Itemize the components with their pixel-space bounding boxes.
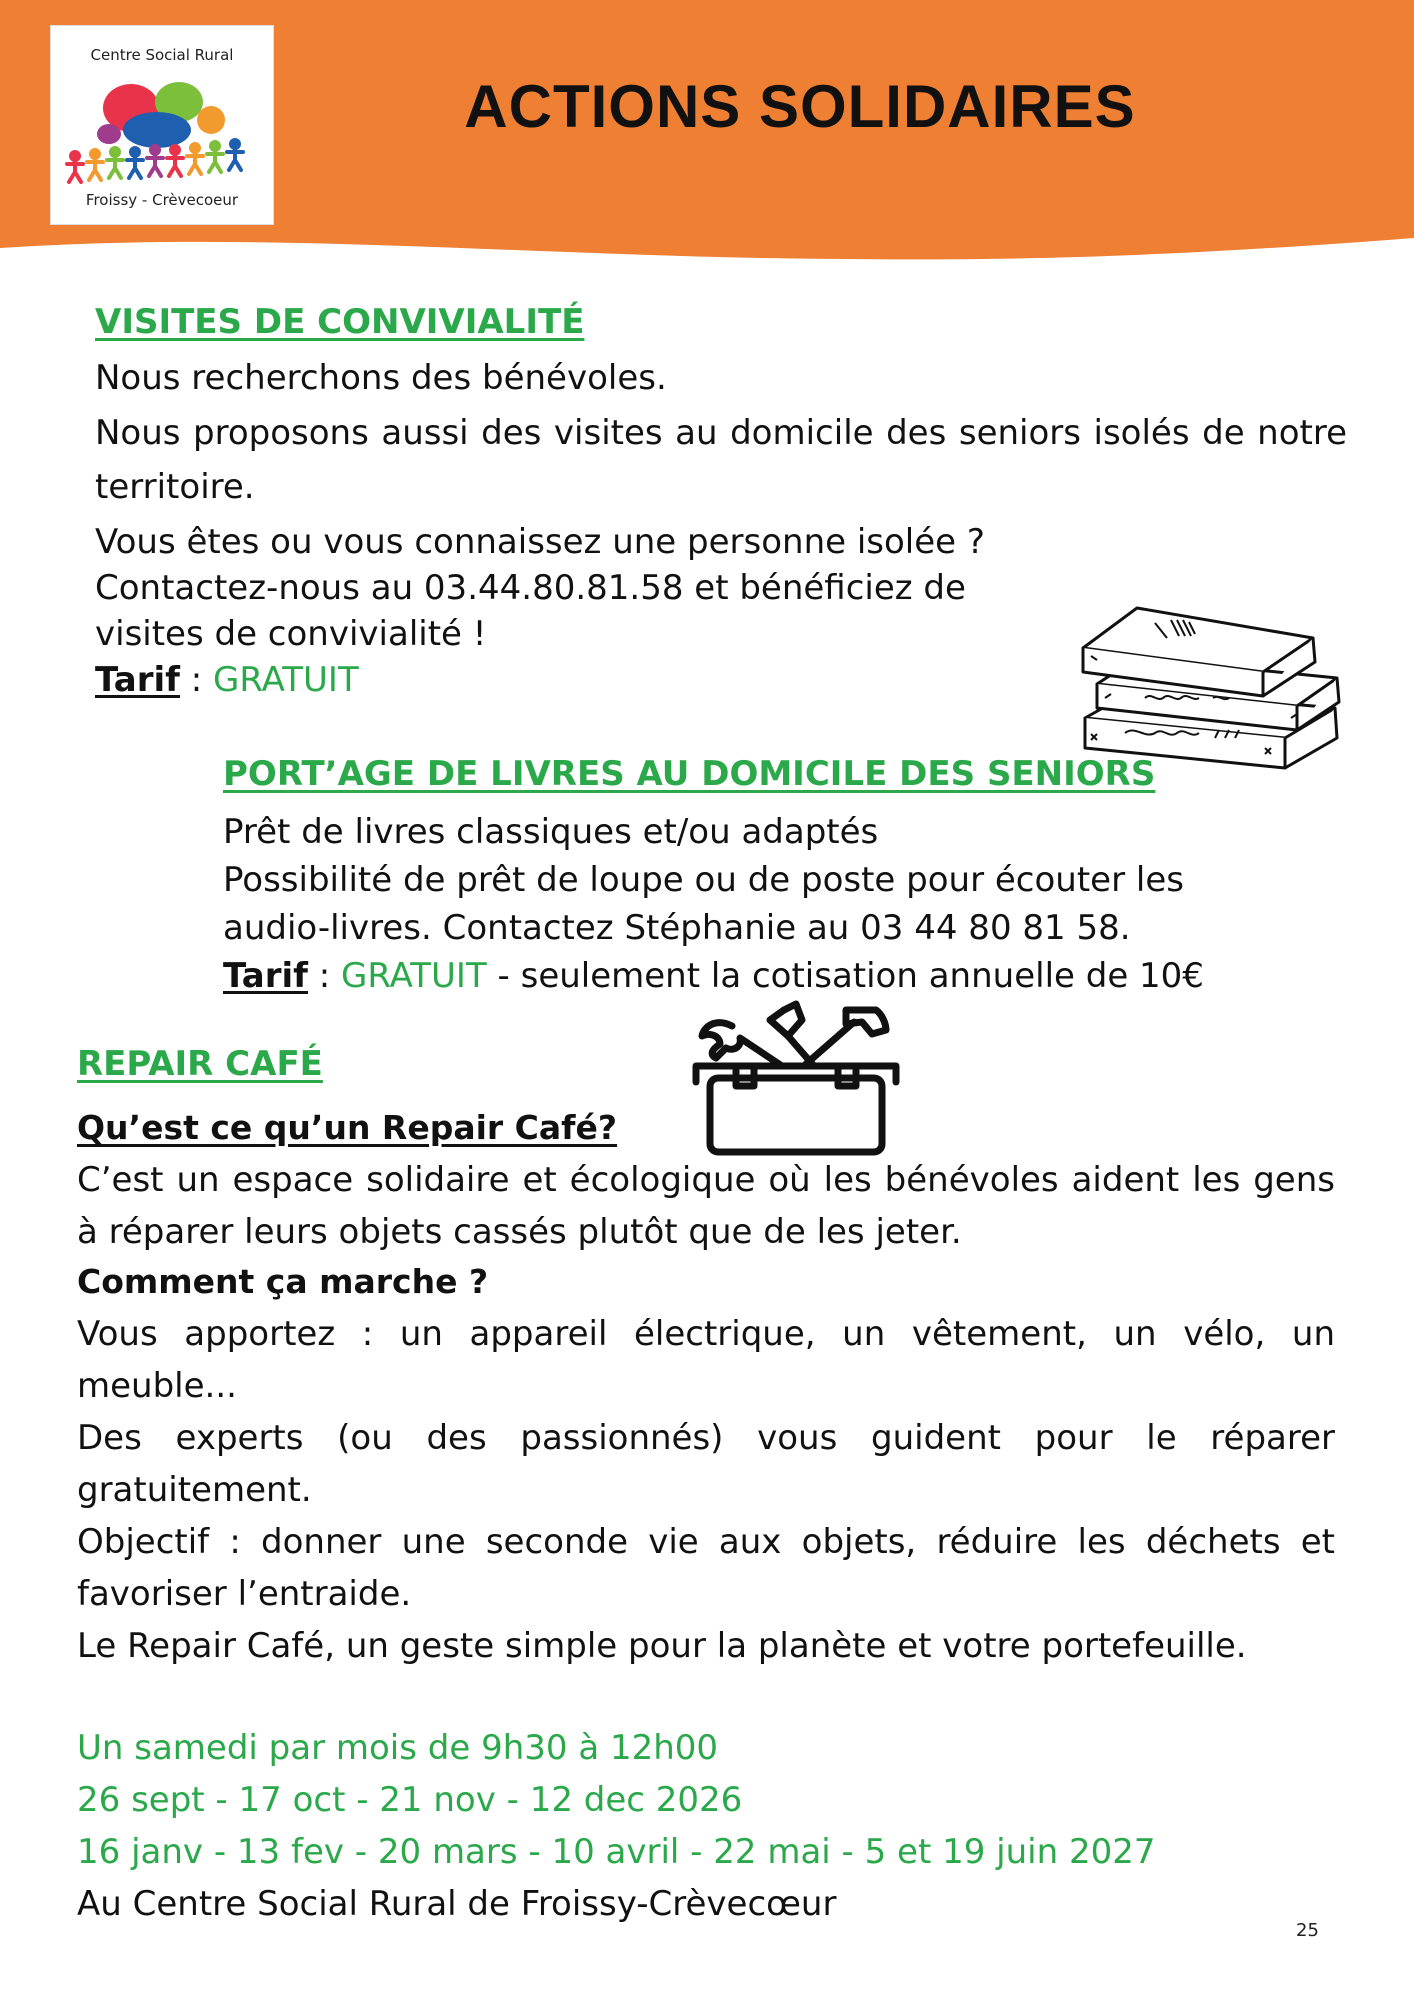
visites-tarif-label: Tarif [95,660,180,700]
portage-heading: PORT’AGE DE LIVRES AU DOMICILE DES SENIORS [223,754,1156,794]
portage-tarif-note: - seulement la cotisation annuelle de 10€ [486,956,1204,996]
hands-and-people-logo-icon [61,68,263,188]
page-title: ACTIONS SOLIDAIRES [464,73,1136,140]
logo-top-text: Centre Social Rural [90,46,234,64]
visites-heading: VISITES DE CONVIVIALITÉ [95,302,585,342]
repair-location: Au Centre Social Rural de Froissy-Crèvecœur [77,1884,837,1924]
portage-tarif-value: GRATUIT [341,956,487,996]
portage-line-2: Possibilité de prêt de loupe ou de poste pour écouter les [223,860,1184,900]
logo [50,25,274,225]
repair-dates-2026: 26 sept - 17 oct - 21 nov - 12 dec 2026 [77,1780,743,1820]
portage-line-3: audio-livres. Contactez Stéphanie au 03 44 80 81 58. [223,908,1131,948]
repair-answer: C’est un espace solidaire et écologique où les bénévoles aident les gens à réparer leurs objets cassés plutôt que de les jeter. [77,1160,1335,1252]
visites-line-3: Vous êtes ou vous connaissez une personne isolée ? [95,522,985,562]
repair-how-paragraph-4: Le Repair Café, un geste simple pour la planète et votre portefeuille. [77,1626,1247,1666]
repair-dates-2027: 16 janv - 13 fev - 20 mars - 10 avril - 22 mai - 5 et 19 juin 2027 [77,1832,1156,1872]
toolbox-icon [686,1000,918,1160]
visites-paragraph-2: Nous proposons aussi des visites au domicile des seniors isolés de notre territoire. [95,413,1347,507]
portage-line-1: Prêt de livres classiques et/ou adaptés [223,812,879,852]
repair-how-paragraph-2: Des experts (ou des passionnés) vous guident pour le réparer gratuitement. [77,1418,1335,1510]
repair-schedule: Un samedi par mois de 9h30 à 12h00 [77,1728,719,1768]
portage-tarif-separator: : [307,956,342,996]
repair-heading: REPAIR CAFÉ [77,1044,323,1084]
portage-tarif-label: Tarif [223,956,308,996]
portage-tarif [223,954,1204,998]
visites-tarif-separator: : [179,660,214,700]
visites-line-5: visites de convivialité ! [95,614,487,654]
page-number: 25 [1296,1920,1319,1941]
visites-line-1: Nous recherchons des bénévoles. [95,358,667,398]
repair-question: Qu’est ce qu’un Repair Café? [77,1108,618,1147]
visites-tarif-value: GRATUIT [213,660,359,700]
stacked-books-icon [1075,598,1347,770]
repair-how-heading: Comment ça marche ? [77,1262,489,1301]
repair-how-paragraph-1: Vous apportez : un appareil électrique, un vêtement, un vélo, un meuble... [77,1314,1335,1406]
visites-tarif [95,658,359,702]
repair-how-paragraph-3: Objectif : donner une seconde vie aux objets, réduire les déchets et favoriser l’entraide. [77,1522,1335,1614]
visites-line-4: Contactez-nous au 03.44.80.81.58 et bénéficiez de [95,568,966,608]
logo-bottom-text: Froissy - Crèvecoeur [85,191,239,209]
